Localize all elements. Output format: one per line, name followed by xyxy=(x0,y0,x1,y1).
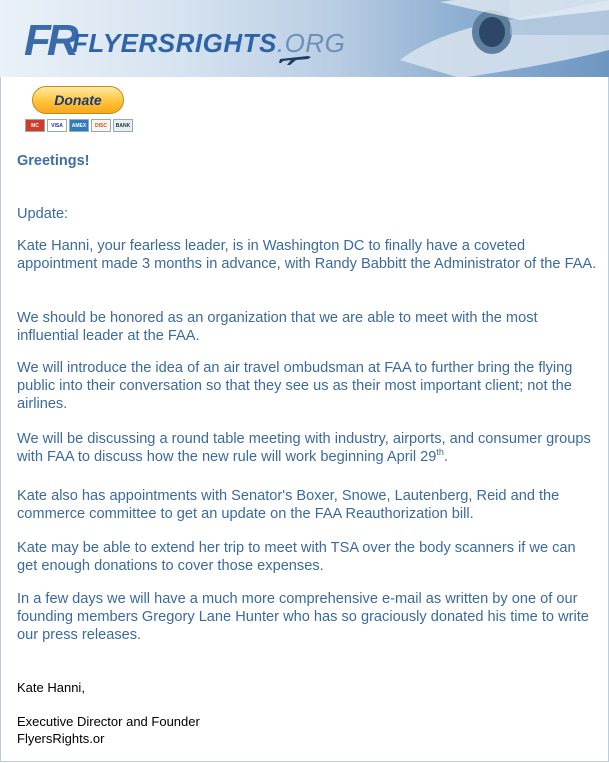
amex-icon: AMEX xyxy=(69,119,89,132)
paragraph-3: We will introduce the idea of an air travel ombudsman at FAA to further bring the flying public into their conversation so that they see us as their most important client; not the airlines. xyxy=(17,360,573,412)
discover-icon: DISC xyxy=(91,119,111,132)
paragraph-4 xyxy=(17,430,595,466)
paragraph-5: Kate also has appointments with Senator's Boxer, Snowe, Lautenberg, Reid and the commerce committee to get an update on the FAA Reauthorization bill. xyxy=(17,488,560,522)
signature-name: Kate Hanni, xyxy=(17,680,85,695)
update-label: Update: xyxy=(17,206,69,222)
paragraph-7: In a few days we will have a much more comprehensive e-mail as written by one of our founding members Gregory Lane Hunter who has so graciously donated his time to write our press releases. xyxy=(17,591,589,643)
signature-title: Executive Director and Founder xyxy=(17,714,200,729)
mastercard-icon: MC xyxy=(25,119,45,132)
logo-mark: FR xyxy=(24,16,75,65)
paragraph-4-sup: th xyxy=(436,447,444,458)
logo-tld: .ORG xyxy=(276,28,346,58)
paragraph-2: We should be honored as an organization that we are able to meet with the most influential leader at the FAA. xyxy=(17,310,538,344)
paragraph-6: Kate may be able to extend her trip to meet with TSA over the body scanners if we can get enough donations to cover those expenses. xyxy=(17,540,576,574)
header-banner xyxy=(0,0,609,77)
bank-icon: BANK xyxy=(113,119,133,132)
paragraph-1: Kate Hanni, your fearless leader, is in Washington DC to finally have a coveted appointment made 3 months in advance, with Randy Babbitt the Administrator of the FAA. xyxy=(17,238,597,272)
airplane-graphic-icon xyxy=(400,0,609,77)
paragraph-4-text: We will be discussing a round table meeting with industry, airports, and consumer groups with FAA to discuss how the new rule will work beginning April 29 xyxy=(17,431,591,465)
visa-icon: VISA xyxy=(47,119,67,132)
donate-button[interactable]: Donate xyxy=(32,86,124,114)
signature-site[interactable]: FlyersRights.or xyxy=(17,731,105,746)
payment-cards xyxy=(25,119,133,132)
paragraph-4-end: . xyxy=(443,449,448,465)
small-plane-icon xyxy=(278,50,312,66)
greeting-heading: Greetings! xyxy=(17,153,90,169)
logo-name: FLYERSRIGHTS xyxy=(72,28,277,58)
